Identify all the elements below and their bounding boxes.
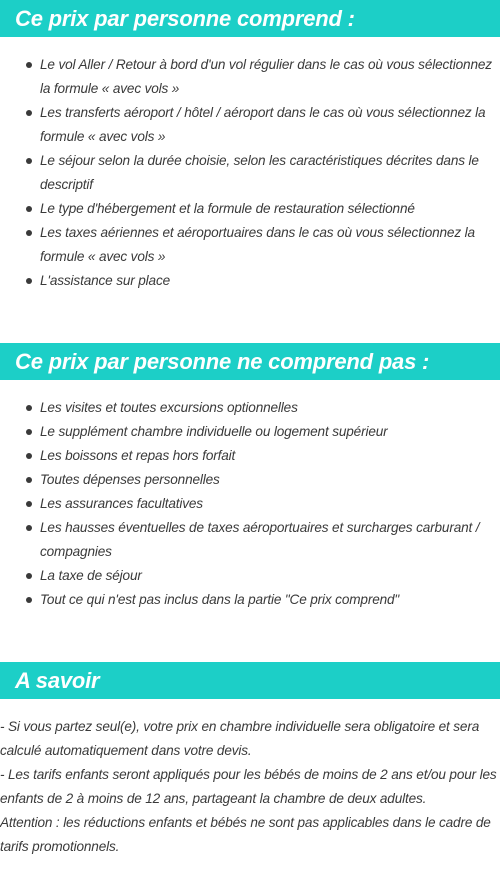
list-item-text: L'assistance sur place: [40, 273, 171, 288]
list-item-text: Tout ce qui n'est pas inclus dans la partie "Ce prix comprend": [40, 592, 400, 607]
list-item: [0, 420, 500, 444]
savoir-paragraph: - Si vous partez seul(e), votre prix en chambre individuelle sera obligatoire et sera calculé automatiquement dans votre devis.: [0, 719, 480, 758]
list-item-text: Les transferts aéroport / hôtel / aéroport dans le cas où vous sélectionnez la formule « avec vols »: [40, 105, 486, 144]
list-item: [0, 396, 500, 420]
savoir-paragraph: - Les tarifs enfants seront appliqués pour les bébés de moins de 2 ans et/ou pour les enfants de 2 à moins de 12 ans, partageant la chambre de deux adultes.: [0, 767, 497, 806]
list-item-text: Le type d'hébergement et la formule de restauration sélectionné: [40, 201, 415, 216]
savoir-section-title: A savoir: [15, 667, 100, 693]
list-item: [0, 53, 500, 101]
excluded-section-title: Ce prix par personne ne comprend pas :: [15, 348, 430, 374]
list-item: [0, 588, 500, 612]
bullet-icon: [26, 429, 32, 435]
savoir-section-header: [0, 662, 500, 699]
savoir-body: [0, 715, 500, 859]
list-item-text: Les assurances facultatives: [40, 496, 203, 511]
list-item-text: Le séjour selon la durée choisie, selon les caractéristiques décrites dans le descriptif: [40, 153, 479, 192]
list-item-text: Les visites et toutes excursions optionnelles: [40, 400, 298, 415]
bullet-icon: [26, 278, 32, 284]
list-item: [0, 221, 500, 269]
list-item: [0, 444, 500, 468]
list-item: [0, 468, 500, 492]
list-item-text: Les hausses éventuelles de taxes aéroportuaires et surcharges carburant / compagnies: [40, 520, 480, 559]
savoir-paragraph: Attention : les réductions enfants et bébés ne sont pas applicables dans le cadre de tarifs promotionnels.: [0, 815, 491, 854]
included-section-title: Ce prix par personne comprend :: [15, 5, 355, 31]
bullet-icon: [26, 405, 32, 411]
list-item-text: La taxe de séjour: [40, 568, 142, 583]
included-list: [0, 53, 500, 293]
list-item: [0, 197, 500, 221]
bullet-icon: [26, 158, 32, 164]
list-item: [0, 149, 500, 197]
bullet-icon: [26, 230, 32, 236]
bullet-icon: [26, 477, 32, 483]
list-item-text: Le supplément chambre individuelle ou logement supérieur: [40, 424, 388, 439]
list-item-text: Les boissons et repas hors forfait: [40, 448, 236, 463]
bullet-icon: [26, 62, 32, 68]
bullet-icon: [26, 573, 32, 579]
list-item-text: Les taxes aériennes et aéroportuaires dans le cas où vous sélectionnez la formule « avec vols »: [40, 225, 475, 264]
bullet-icon: [26, 501, 32, 507]
list-item: [0, 101, 500, 149]
included-section-header: [0, 0, 500, 37]
excluded-list: [0, 396, 500, 612]
bullet-icon: [26, 110, 32, 116]
list-item: [0, 564, 500, 588]
list-item: [0, 269, 500, 293]
excluded-section-header: [0, 343, 500, 380]
bullet-icon: [26, 525, 32, 531]
list-item: [0, 492, 500, 516]
bullet-icon: [26, 597, 32, 603]
list-item-text: Le vol Aller / Retour à bord d'un vol régulier dans le cas où vous sélectionnez la formule « avec vols »: [40, 57, 492, 96]
list-item-text: Toutes dépenses personnelles: [40, 472, 220, 487]
list-item: [0, 516, 500, 564]
bullet-icon: [26, 453, 32, 459]
bullet-icon: [26, 206, 32, 212]
